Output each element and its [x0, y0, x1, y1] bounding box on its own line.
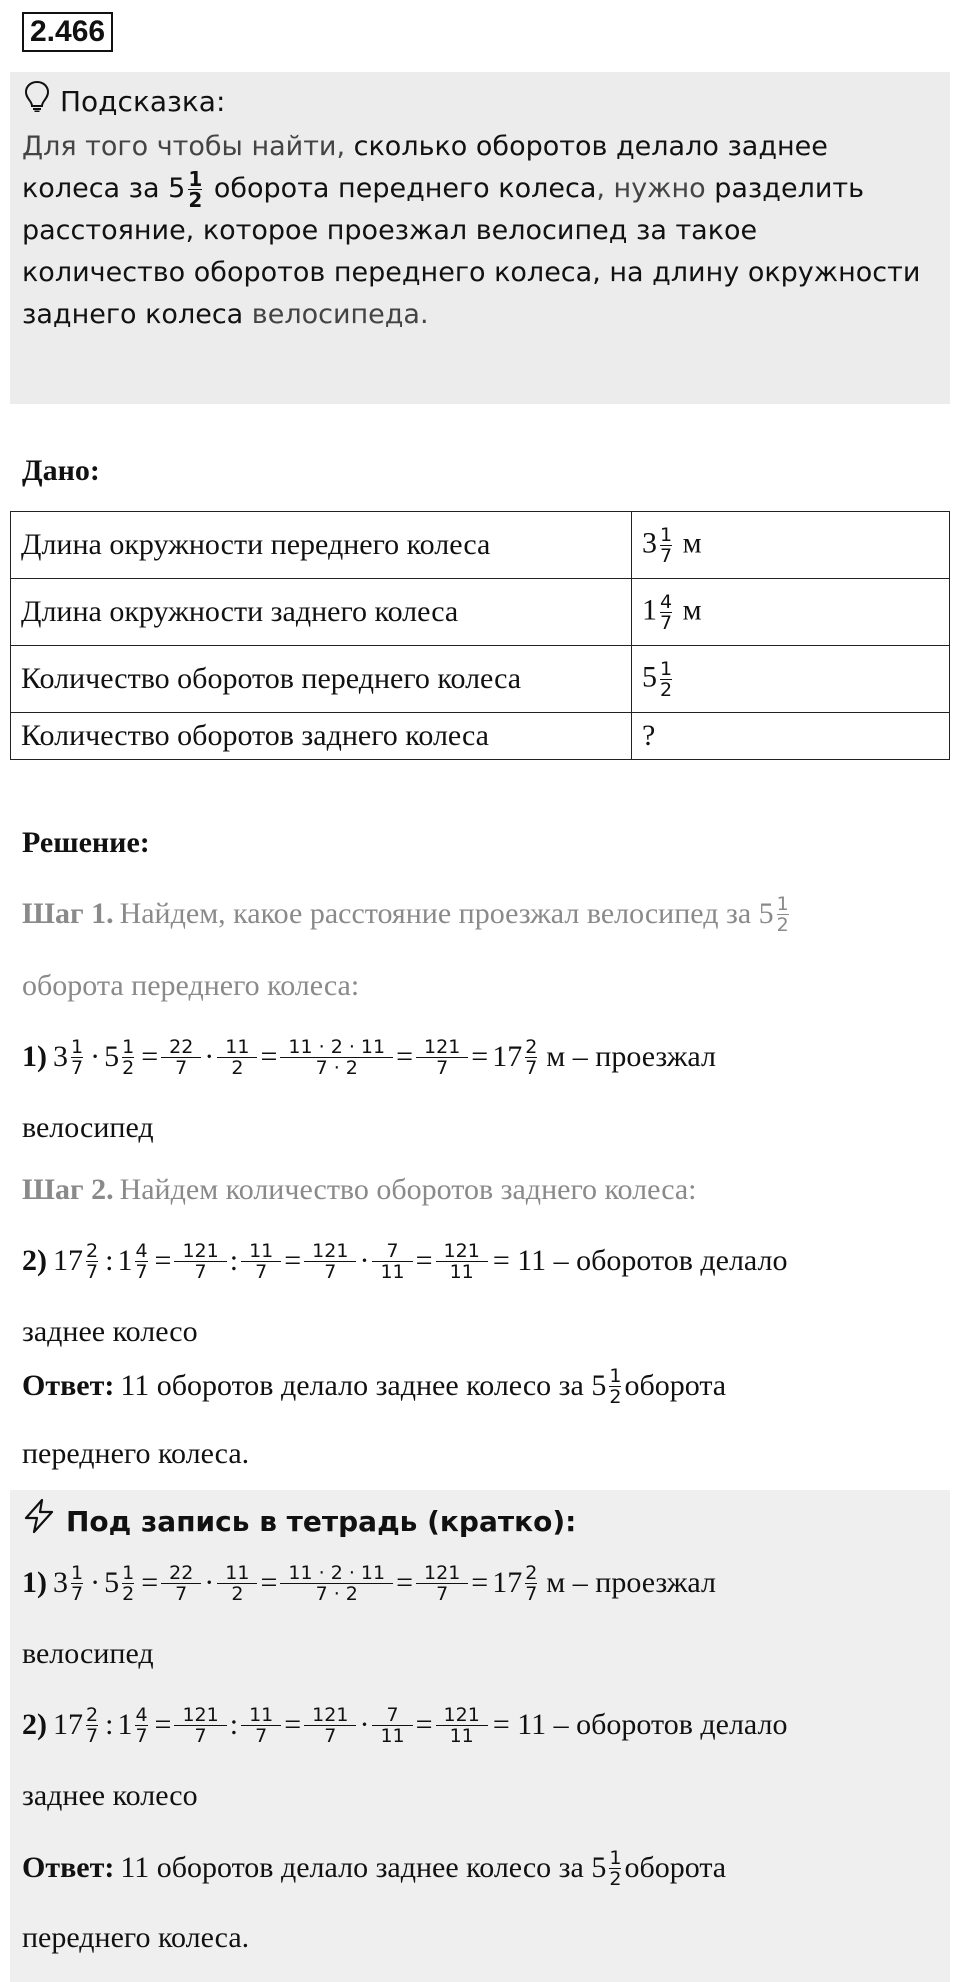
short-equation-2	[22, 1690, 787, 1760]
frac-den: 2	[660, 678, 673, 701]
fraction	[376, 1705, 408, 1746]
fraction	[660, 659, 672, 700]
frac-den: 2	[609, 1385, 622, 1408]
fraction	[135, 1705, 147, 1746]
given-table	[10, 511, 950, 760]
frac-den: 7	[525, 1056, 538, 1079]
whole-part: 17	[492, 1566, 523, 1599]
frac-num: 121	[443, 1703, 480, 1726]
fraction	[660, 525, 672, 566]
fraction	[609, 1848, 621, 1889]
operator: =	[284, 1708, 302, 1741]
frac-den: 11	[449, 1260, 474, 1283]
operator: :	[105, 1708, 114, 1741]
fraction	[122, 1037, 134, 1078]
frac-num: 1	[71, 1035, 84, 1058]
fraction	[284, 1563, 389, 1604]
frac-den: 2	[122, 1056, 135, 1079]
frac-den: 7	[71, 1582, 84, 1605]
table-cell-value	[632, 512, 950, 579]
eq-tail: = 11 – оборотов делало	[492, 1244, 788, 1277]
fraction	[221, 1563, 253, 1604]
whole-part: 3	[642, 525, 657, 559]
step-label: Шаг 1.	[22, 897, 114, 930]
short-equation-1-cont: велосипед	[22, 1637, 154, 1670]
answer-line2: переднего колеса.	[22, 1437, 250, 1470]
answer-text: оборота	[624, 1369, 727, 1402]
frac-den: 7	[86, 1260, 99, 1283]
hint-title	[24, 80, 225, 123]
lightbulb-icon	[24, 80, 50, 123]
hint-text-part: оборота переднего колеса	[205, 173, 597, 204]
operator: ·	[204, 1566, 215, 1599]
whole-part: 5	[104, 1566, 120, 1599]
operator: :	[229, 1708, 239, 1741]
frac-den: 7	[86, 1724, 99, 1747]
equation-1-cont: велосипед	[22, 1111, 154, 1144]
solution-heading: Решение:	[22, 826, 150, 859]
frac-num: 121	[424, 1561, 461, 1584]
fraction	[440, 1705, 484, 1746]
hint-text	[22, 126, 922, 336]
frac-den: 2	[776, 913, 789, 936]
answer-text: 11 оборотов делало заднее колесо за 5	[120, 1369, 607, 1402]
fraction	[308, 1241, 352, 1282]
frac-den: 2	[231, 1056, 244, 1079]
fraction	[86, 1241, 98, 1282]
frac-den: 7	[436, 1582, 449, 1605]
fraction	[178, 1241, 222, 1282]
operator: =	[396, 1040, 414, 1073]
answer-text: оборота	[624, 1851, 727, 1884]
operator: =	[154, 1708, 172, 1741]
frac-num: 121	[182, 1239, 219, 1262]
unit: м	[682, 525, 702, 559]
frac-num: 2	[86, 1703, 99, 1726]
frac-num: 7	[386, 1703, 399, 1726]
fraction	[420, 1037, 464, 1078]
fraction	[135, 1241, 147, 1282]
frac-den: 11	[380, 1260, 405, 1283]
table-row	[11, 512, 950, 579]
fraction	[188, 169, 202, 210]
hint-box	[10, 72, 950, 404]
operator: =	[396, 1566, 414, 1599]
eq-label: 1)	[22, 1566, 47, 1599]
short-equation-2-cont: заднее колесо	[22, 1779, 198, 1812]
fraction	[122, 1563, 134, 1604]
fraction	[660, 592, 672, 633]
fraction	[165, 1037, 197, 1078]
operator: ·	[90, 1566, 101, 1599]
eq-tail: м – проезжал	[546, 1566, 716, 1599]
frac-num: 1	[609, 1364, 622, 1387]
fraction	[609, 1366, 621, 1407]
frac-num: 11 · 2 · 11	[288, 1035, 386, 1058]
hint-text-part: сколько оборотов делало заднее колеса за 5	[22, 131, 828, 204]
frac-den: 7	[255, 1724, 268, 1747]
fraction	[420, 1563, 464, 1604]
frac-num: 1	[660, 657, 673, 680]
equation-2-cont: заднее колесо	[22, 1315, 198, 1348]
operator: ·	[359, 1708, 370, 1741]
short-notes-title	[22, 1498, 576, 1545]
frac-den: 7	[175, 1582, 188, 1605]
step1-line	[22, 884, 792, 944]
equation-1	[22, 1022, 716, 1092]
frac-num: 121	[312, 1239, 349, 1262]
frac-num: 11	[249, 1239, 274, 1262]
whole-part: 17	[492, 1040, 523, 1073]
table-cell-label: Длина окружности переднего колеса	[11, 512, 632, 579]
answer-text: 11 оборотов делало заднее колесо за 5	[120, 1851, 607, 1884]
frac-num: 4	[660, 590, 673, 613]
fraction	[71, 1563, 83, 1604]
operator: ·	[359, 1244, 370, 1277]
frac-num: 1	[188, 167, 203, 191]
frac-den: 7	[255, 1260, 268, 1283]
frac-den: 7	[324, 1260, 337, 1283]
fraction	[178, 1705, 222, 1746]
table-cell-value	[632, 579, 950, 646]
short-notes-title-text: Под запись в тетрадь (кратко):	[66, 1504, 577, 1538]
frac-num: 121	[424, 1035, 461, 1058]
hint-text-part: велосипеда.	[243, 299, 429, 330]
frac-num: 121	[312, 1703, 349, 1726]
given-heading: Дано:	[22, 454, 100, 487]
answer-label: Ответ:	[22, 1369, 115, 1402]
whole-part: 3	[53, 1566, 68, 1599]
whole-part: 5	[104, 1040, 120, 1073]
fraction	[525, 1037, 537, 1078]
answer-label: Ответ:	[22, 1851, 115, 1884]
lightning-icon	[22, 1498, 56, 1545]
operator: =	[141, 1040, 159, 1073]
table-cell-value	[632, 646, 950, 713]
frac-den: 7	[525, 1582, 538, 1605]
fraction	[221, 1037, 253, 1078]
operator: =	[260, 1566, 278, 1599]
table-cell-label: Количество оборотов переднего колеса	[11, 646, 632, 713]
operator: =	[154, 1244, 172, 1277]
frac-num: 11	[249, 1703, 274, 1726]
short-answer-line2: переднего колеса.	[22, 1921, 250, 1954]
frac-num: 11	[225, 1561, 250, 1584]
whole-part: 5	[642, 659, 657, 693]
frac-num: 1	[609, 1846, 622, 1869]
fraction	[86, 1705, 98, 1746]
eq-tail: = 11 – оборотов делало	[492, 1708, 788, 1741]
table-row	[11, 713, 950, 760]
frac-num: 4	[135, 1239, 148, 1262]
hint-text-part: Для того чтобы найти,	[22, 131, 354, 162]
fraction	[376, 1241, 408, 1282]
frac-num: 2	[525, 1035, 538, 1058]
step-label: Шаг 2.	[22, 1173, 114, 1206]
operator: :	[229, 1244, 239, 1277]
frac-den: 7	[135, 1724, 148, 1747]
operator: =	[415, 1708, 433, 1741]
short-answer-line	[22, 1836, 726, 1900]
frac-den: 2	[231, 1582, 244, 1605]
frac-den: 7 · 2	[315, 1582, 358, 1605]
frac-num: 1	[776, 892, 789, 915]
operator: :	[105, 1244, 114, 1277]
table-row	[11, 646, 950, 713]
frac-den: 7 · 2	[315, 1056, 358, 1079]
frac-den: 2	[122, 1582, 135, 1605]
frac-den: 7	[135, 1260, 148, 1283]
frac-num: 7	[386, 1239, 399, 1262]
operator: ·	[90, 1040, 101, 1073]
frac-den: 7	[71, 1056, 84, 1079]
frac-num: 121	[182, 1703, 219, 1726]
frac-num: 2	[86, 1239, 99, 1262]
fraction	[245, 1705, 277, 1746]
operator: =	[471, 1040, 489, 1073]
fraction	[525, 1563, 537, 1604]
operator: ·	[204, 1040, 215, 1073]
frac-num: 1	[71, 1561, 84, 1584]
fraction	[165, 1563, 197, 1604]
answer-line	[22, 1354, 726, 1418]
frac-num: 1	[122, 1561, 135, 1584]
operator: =	[471, 1566, 489, 1599]
table-row	[11, 579, 950, 646]
frac-num: 11	[225, 1035, 250, 1058]
operator: =	[284, 1244, 302, 1277]
hint-text-part: , нужно	[596, 173, 715, 204]
whole-part: 17	[53, 1708, 83, 1741]
frac-num: 121	[443, 1239, 480, 1262]
hint-title-text: Подсказка:	[60, 84, 226, 118]
operator: =	[415, 1244, 433, 1277]
operator: =	[260, 1040, 278, 1073]
step-text: Найдем количество оборотов заднего колеса:	[119, 1173, 697, 1206]
unit: м	[682, 592, 702, 626]
fraction	[245, 1241, 277, 1282]
frac-den: 7	[436, 1056, 449, 1079]
frac-den: 11	[449, 1724, 474, 1747]
whole-part: 17	[53, 1244, 83, 1277]
fraction	[440, 1241, 484, 1282]
whole-part: 1	[642, 592, 657, 626]
frac-num: 11 · 2 · 11	[288, 1561, 386, 1584]
whole-part: 1	[117, 1708, 133, 1741]
fraction	[284, 1037, 389, 1078]
frac-den: 7	[324, 1724, 337, 1747]
frac-den: 7	[175, 1056, 188, 1079]
frac-den: 11	[380, 1724, 405, 1747]
fraction	[71, 1037, 83, 1078]
frac-den: 2	[609, 1867, 622, 1890]
frac-num: 22	[169, 1035, 194, 1058]
frac-num: 1	[122, 1035, 135, 1058]
frac-den: 7	[194, 1724, 207, 1747]
frac-den: 7	[660, 544, 673, 567]
hint-text-part: разделить расстояние, которое проезжал велосипед за такое количество оборотов переднего колеса, на длину окружности заднего колеса	[22, 173, 921, 330]
table-cell-label: Длина окружности заднего колеса	[11, 579, 632, 646]
step2-line	[22, 1170, 697, 1210]
eq-label: 2)	[22, 1708, 47, 1741]
whole-part: 3	[53, 1040, 68, 1073]
fraction	[777, 894, 789, 935]
short-notes-box	[10, 1490, 950, 1982]
table-cell-label: Количество оборотов заднего колеса	[11, 713, 632, 760]
operator: =	[141, 1566, 159, 1599]
frac-num: 4	[135, 1703, 148, 1726]
step1-line2: оборота переднего колеса:	[22, 969, 360, 1002]
step-text: Найдем, какое расстояние проезжал велосипед за 5	[119, 897, 774, 930]
task-number: 2.466	[22, 12, 113, 52]
frac-num: 2	[525, 1561, 538, 1584]
fraction	[308, 1705, 352, 1746]
short-equation-1	[22, 1548, 716, 1618]
frac-den: 7	[660, 611, 673, 634]
frac-den: 7	[194, 1260, 207, 1283]
whole-part: 1	[117, 1244, 133, 1277]
table-cell-value: ?	[632, 713, 950, 760]
frac-den: 2	[188, 188, 203, 212]
eq-label: 2)	[22, 1244, 47, 1277]
eq-label: 1)	[22, 1040, 47, 1073]
equation-2	[22, 1226, 787, 1296]
eq-tail: м – проезжал	[546, 1040, 716, 1073]
frac-num: 1	[660, 523, 673, 546]
frac-num: 22	[169, 1561, 194, 1584]
